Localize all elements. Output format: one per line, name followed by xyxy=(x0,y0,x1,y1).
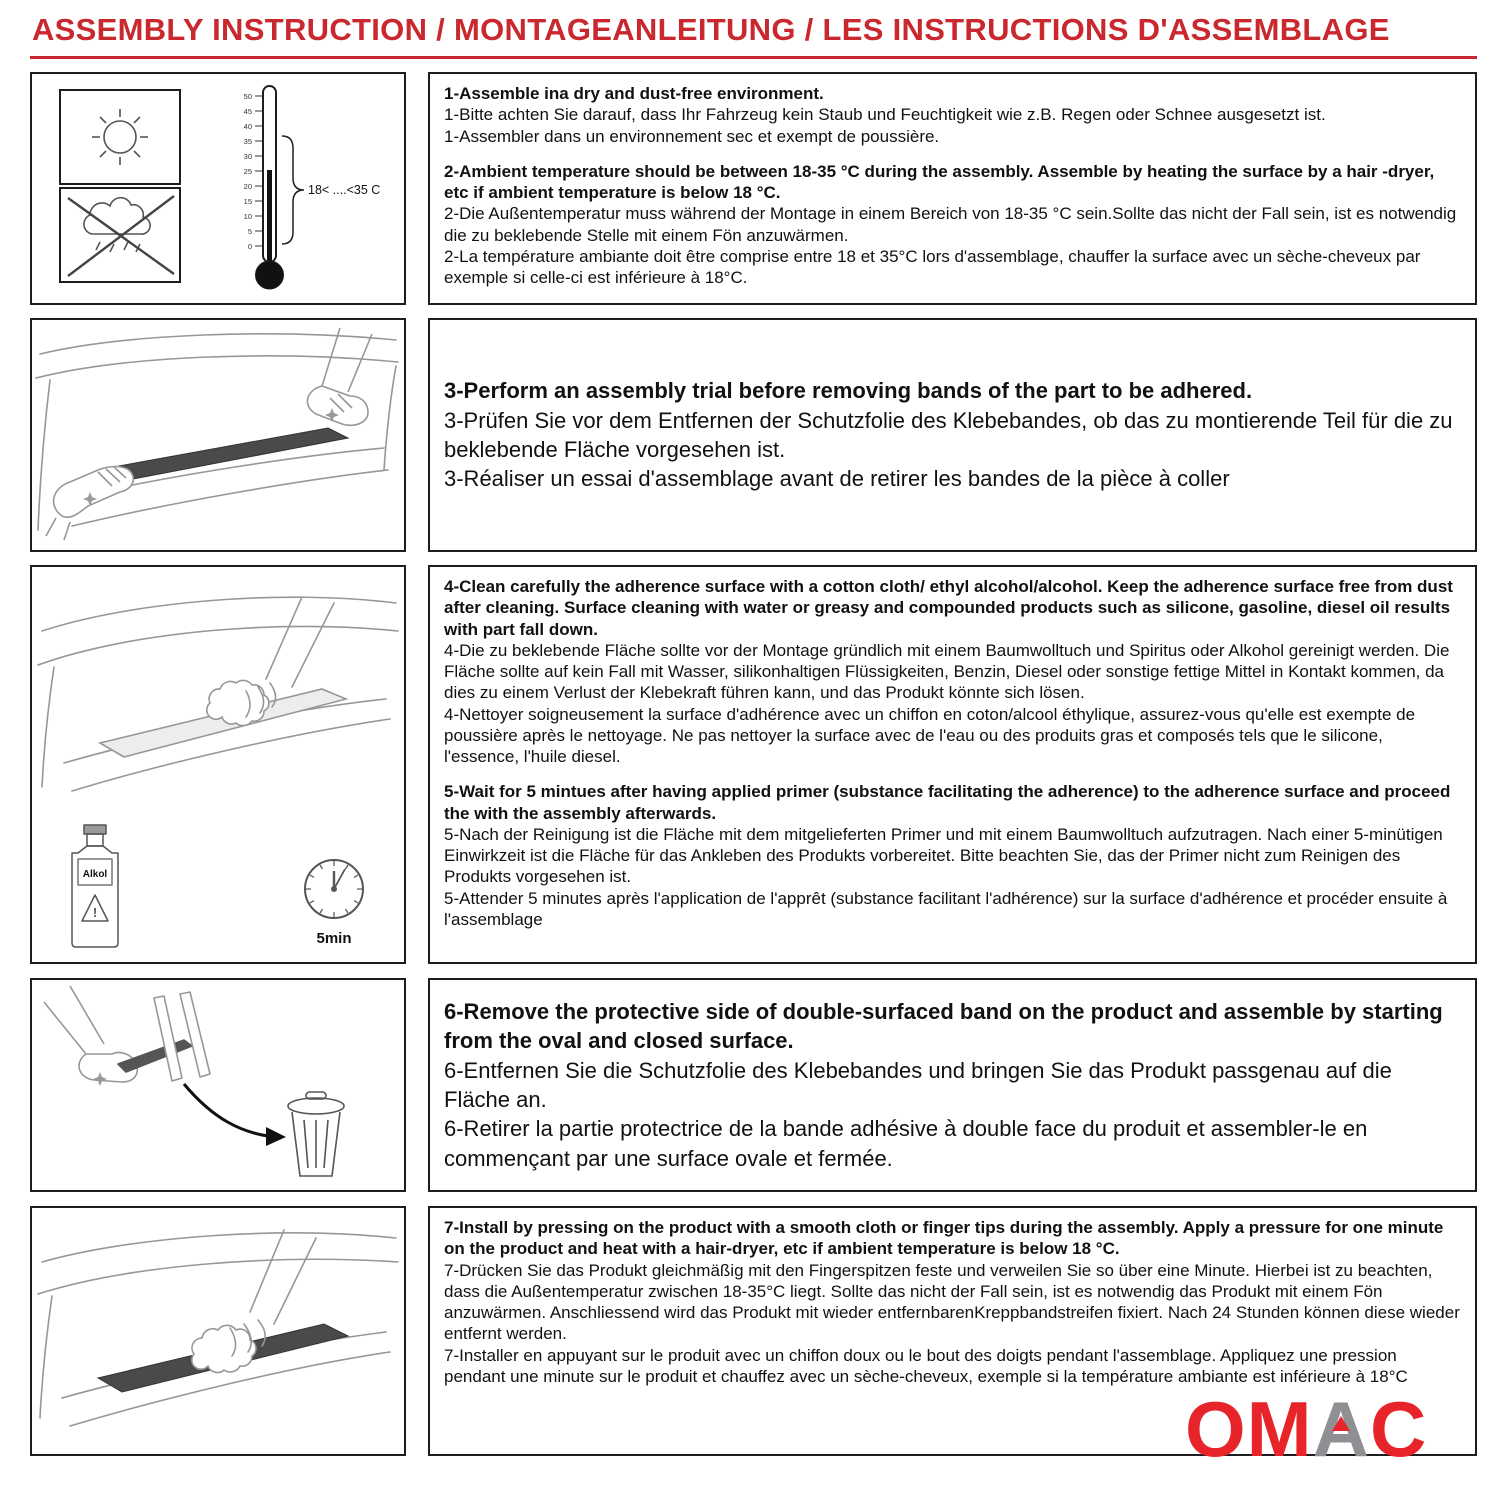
trash-bin-icon xyxy=(288,1092,344,1176)
step4-text-en: 4-Clean carefully the adherence surface with a cotton cloth/ ethyl alcohol/alcohol. Keep the adherence surface free from dust after cleaning. Surface cleaning with water or greasy and compounded products such as silicone, gasoline, diesel oil results with part fall down. xyxy=(444,577,1453,639)
logo-a-triangle xyxy=(1332,1416,1350,1431)
step7-text-en: 7-Install by pressing on the product with a smooth cloth or finger tips during the assembly. Apply a pressure for one minute on the product and heat with a hair-dryer, etc if ambient temperature is below 18 °C. xyxy=(444,1218,1444,1259)
thermometer-scale xyxy=(244,92,252,251)
sun-frame xyxy=(60,90,180,184)
section-row-assembly-trial xyxy=(30,318,1477,552)
svg-text:20: 20 xyxy=(243,182,252,191)
logo-om: OM xyxy=(1185,1385,1313,1473)
bottle-label: Alkol xyxy=(82,869,108,880)
step2-text-fr: 2-La température ambiante doit être comprise entre 18 et 35°C lors d'assemblage, chauffer la surface avec un sèche-cheveux par exemple si celle-ci est inférieure à 18°C. xyxy=(444,246,1421,287)
step1-text-fr: 1-Assembler dans un environnement sec et exempt de poussière. xyxy=(444,126,940,146)
svg-text:50: 50 xyxy=(243,92,252,101)
discard-arrow-icon xyxy=(184,1084,268,1136)
thermometer-icon xyxy=(244,86,381,289)
page-title: ASSEMBLY INSTRUCTION / MONTAGEANLEITUNG / LES INSTRUCTIONS D'ASSEMBLAGE xyxy=(32,12,1390,47)
svg-text:0: 0 xyxy=(247,242,252,251)
five-min-label: 5min xyxy=(316,930,352,947)
step2-text-en: 2-Ambient temperature should be between 18-35 °C during the assembly. Assemble by heating the surface by a hair -dryer, etc if ambient temperature is below 18 °C. xyxy=(444,161,1435,202)
svg-text:5: 5 xyxy=(247,227,252,236)
step4-text-de: 4-Die zu beklebende Fläche sollte vor der Montage gründlich mit einem Baumwolltuch und Spiritus oder Alkohol gereinigt werden. Die Fläche sollte auf kein Fall mit Wasser, silikonhaltigen Flüssigkeiten, Benzin, Diesel oder sonstige fettige Mittel in Kontakt kommen, da dies zu einem Verlust der Klebekraft führen kann, und das Produkt könnte sich lösen. xyxy=(444,640,1450,703)
door-sill-outline xyxy=(38,597,398,791)
step5-text-fr: 5-Attender 5 minutes après l'application de l'apprêt (substance facilitant l'adhérence) sur la surface d'adhérence et procéder ensuite à l'assemblage xyxy=(444,888,1448,929)
step6-text-fr: 6-Retirer la partie protectrice de la bande adhésive à double face du produit et assembler-le en commençant par une surface ovale et fermée. xyxy=(444,1116,1368,1171)
instructions-remove-band xyxy=(428,978,1477,1192)
svg-text:10: 10 xyxy=(243,212,252,221)
step2-text-de: 2-Die Außentemperatur muss während der Montage in einem Bereich von 18-35 °C sein.Sollte das nicht der Fall sein, ist es notwendig die zu beklebende Stelle mit einem Fön anzuwärmen. xyxy=(444,204,1457,245)
warning-mark: ! xyxy=(92,905,98,920)
svg-text:35: 35 xyxy=(243,137,252,146)
step5-text-de: 5-Nach der Reinigung ist die Fläche mit dem mitgelieferten Primer und mit einem Baumwolltuch aufzutragen. Nach einer 5-minütigen Einwirkzeit ist die Fläche für das Ankleben des Produkts vorbereitet. Bitte beachten Sie, das der Primer nicht zum Reinigen des Produkts vorgesehen ist. xyxy=(444,824,1443,887)
cleaning-cloth-icon xyxy=(207,680,269,725)
range-brace xyxy=(282,136,304,244)
step3-text-en: 3-Perform an assembly trial before removing bands of the part to be adhered. xyxy=(444,378,1253,404)
alcohol-bottle-icon xyxy=(72,825,118,947)
step6-text-en: 6-Remove the protective side of double-surfaced band on the product and assemble by starting from the oval and closed surface. xyxy=(444,998,1443,1054)
trim-strip xyxy=(108,428,348,480)
step7-text-de: 7-Drücken Sie das Produkt gleichmäßig mit den Fingerspitzen feste und verweilen Sie so über eine Minute. Hierbei ist zu beachten, dass die Außentemperatur zwischen 18-35°C liegt. Sollte das nicht der Fall sein, ist es notwendig das Produkt mit einem Fön anzuwärmen. Anschliessend wird das Produkt mit wieder entfernbarenKreppbandstreifen fixiert. Nach 24 Stunden können diese wieder entfernt werden. xyxy=(444,1260,1460,1344)
svg-text:30: 30 xyxy=(243,152,252,161)
arrowhead xyxy=(266,1127,286,1146)
clock-icon xyxy=(305,860,363,947)
remove-band-illustration xyxy=(32,980,404,1190)
step5-text-en: 5-Wait for 5 mintues after having applied primer (substance facilitating the adherence) to the adherence surface and proceed the with the assembly afterwards. xyxy=(444,782,1451,823)
step6-text-de: 6-Entfernen Sie die Schutzfolie des Klebebandes und bringen Sie das Produkt passgenau auf die Fläche an. xyxy=(444,1057,1392,1112)
step4-text-fr: 4-Nettoyer soigneusement la surface d'adhérence avec un chiffon en coton/alcool éthylique, assurez-vous qu'elle est exempte de poussière après le nettoyage. Ne pas nettoyer la surface avec de l'eau ou des produits gras et composés tels que le silicone, l'essence, l'huile diesel. xyxy=(444,704,1416,766)
instructions-cleaning xyxy=(428,565,1477,964)
section-row-remove-band xyxy=(30,978,1477,1192)
section-row-environment xyxy=(30,72,1477,305)
hand-peeling-icon xyxy=(44,986,210,1086)
instructions-assembly-trial xyxy=(428,318,1477,552)
title-underline xyxy=(30,56,1477,59)
svg-text:40: 40 xyxy=(243,122,252,131)
illustration-remove-band-box xyxy=(30,978,406,1192)
illustration-cleaning-box xyxy=(30,565,406,964)
svg-text:25: 25 xyxy=(243,167,252,176)
logo-c: C xyxy=(1370,1385,1428,1473)
assembly-trial-illustration xyxy=(32,320,404,550)
no-rain-icon xyxy=(68,196,174,276)
cleaning-cloth-icon xyxy=(192,1325,256,1372)
right-hand-icon xyxy=(307,328,372,425)
sun-icon xyxy=(92,109,148,165)
temperature-range-label: 18< ....<35 C xyxy=(308,183,381,197)
cleaning-illustration xyxy=(32,567,404,962)
step7-text-fr: 7-Installer en appuyant sur le produit avec un chiffon doux ou le bout des doigts pendant l'assemblage. Appliquez une pression pendant une minute sur le produit et chauffez avec un sèche-cheveux, exemple si la température ambiante est inférieure à 18°C xyxy=(444,1345,1408,1386)
step1-text-en: 1-Assemble ina dry and dust-free environment. xyxy=(444,84,824,103)
omac-logo xyxy=(1185,1385,1428,1473)
press-install-illustration xyxy=(32,1208,404,1454)
svg-text:15: 15 xyxy=(243,197,252,206)
illustration-assembly-trial-box xyxy=(30,318,406,552)
step3-text-fr: 3-Réaliser un essai d'assemblage avant de retirer les bandes de la pièce à coller xyxy=(444,466,1230,492)
logo-a: A xyxy=(1312,1385,1370,1473)
section-row-cleaning xyxy=(30,565,1477,964)
illustration-environment-box xyxy=(30,72,406,305)
pressing-hand-icon xyxy=(192,1230,316,1373)
environment-illustration xyxy=(32,74,404,303)
illustration-press-install-box xyxy=(30,1206,406,1456)
left-hand-icon xyxy=(46,467,133,540)
instructions-environment xyxy=(428,72,1477,305)
step3-text-de: 3-Prüfen Sie vor dem Entfernen der Schutzfolie des Klebebandes, ob das zu montierende Teil für die zu beklebende Fläche vorgesehen ist. xyxy=(444,407,1453,462)
svg-text:45: 45 xyxy=(243,107,252,116)
step1-text-de: 1-Bitte achten Sie darauf, dass Ihr Fahrzeug kein Staub und Feuchtigkeit wie z.B. Regen oder Schnee ausgesetzt ist. xyxy=(444,105,1326,125)
